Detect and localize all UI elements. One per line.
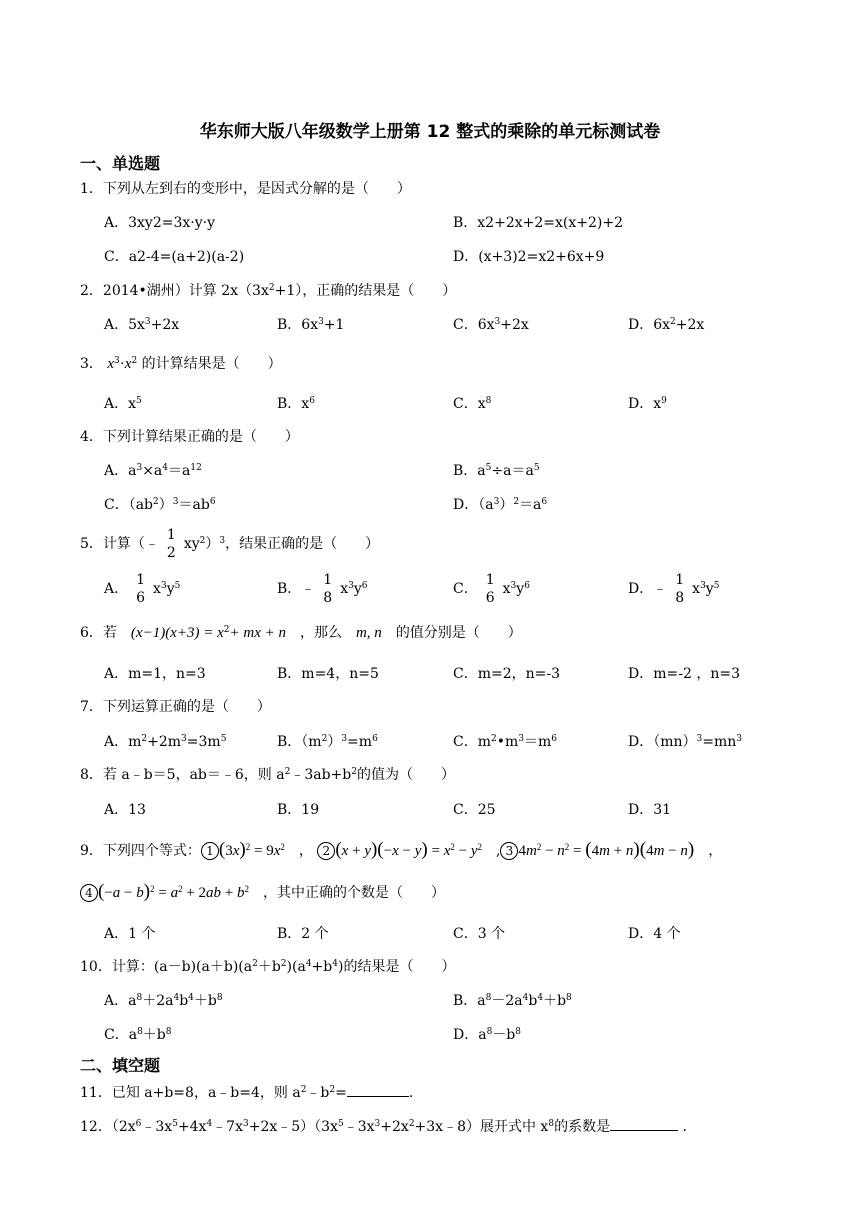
q6-option-c: C．m=2，n=-3	[453, 666, 561, 682]
answer-blank[interactable]	[610, 1117, 678, 1131]
q8-option-a: A．13	[104, 802, 146, 818]
q9-option-b: B．2 个	[277, 926, 329, 942]
question-12-stem: 12．$(2x^6﹣3x^5+4x^4﹣7x^3+2x﹣5)(3x^5﹣3x^3+2x^2+3x﹣8)$展开式中 $x^8$的系数是 ．	[80, 1119, 697, 1135]
answer-blank[interactable]	[347, 1083, 409, 1097]
fraction: 1 2	[166, 527, 176, 561]
q6-option-b: B．m=4，n=5	[277, 666, 379, 682]
q3-option-a: A．$x^5$	[104, 396, 142, 412]
q1-option-c: C．a2-4=(a+2)(a-2)	[104, 249, 245, 265]
question-6-stem: 6．若 $(x-1)(x+3) = x^2+$ mx + n ，那么 m, n 的值分别是（ ）	[80, 625, 522, 641]
question-8-stem: 8．若 a﹣b＝5，ab＝﹣6，则 $a^2﹣3ab+b^2$的值为（ ）	[80, 767, 455, 783]
question-7-stem: 7．下列运算正确的是（ ）	[80, 699, 271, 715]
q4-option-d: D．$(a^3)^2=a^6$	[453, 497, 548, 513]
q2-option-c: C．$6x^3+2x$	[453, 317, 529, 333]
q3-option-c: C．$x^8$	[453, 396, 492, 412]
question-3-stem: 3． $x^3\cdot x^2$ 的计算结果是（ ）	[80, 356, 282, 372]
fraction: 1 6	[485, 572, 495, 606]
q6-option-a: A．m=1，n=3	[104, 666, 206, 682]
question-9-stem-line2: 4 $(-a - b)^2 = a^2 + 2ab + b^2$ ，其中正确的个数是（ ）	[80, 880, 445, 905]
q10-option-c: C．$a^8+b^8$	[104, 1027, 172, 1043]
q10-option-d: D．$a^8-b^8$	[453, 1027, 522, 1043]
circled-number-2: 2	[317, 842, 335, 860]
q5-option-b: B．﹣ 1 8 $x^3y^6$	[277, 572, 368, 606]
q10-option-b: B．$a^8-2a^4b^4+b^8$	[453, 993, 572, 1009]
q2-option-b: B．$6x^3+1$	[277, 317, 345, 333]
q8-option-d: D．31	[628, 802, 672, 818]
q5-option-d: D．﹣ 1 8 $x^3y^5$	[628, 572, 720, 606]
circled-number-3: 3	[500, 842, 518, 860]
q8-option-c: C．25	[453, 802, 496, 818]
page-title: 华东师大版八年级数学上册第 12 整式的乘除的单元标测试卷	[199, 122, 661, 142]
question-1-stem: 1．下列从左到右的变形中，是因式分解的是（ ）	[80, 181, 411, 197]
q7-option-a: A．$m^2+2m^3=3m^5$	[104, 734, 227, 750]
question-4-stem: 4．下列计算结果正确的是（ ）	[80, 429, 299, 445]
q7-option-d: D．$(mn)^3=mn^3$	[628, 734, 743, 750]
q2-option-d: D．$6x^2+2x$	[628, 317, 705, 333]
q9-option-a: A．1 个	[104, 926, 156, 942]
q5-option-c: C． 1 6 $x^3y^6$	[453, 572, 530, 606]
q7-option-b: B．$(m^2)^3=m^6$	[277, 734, 378, 750]
question-9-stem: 9．下列四个等式： 1 $(3x)^2 = 9x^2$ ， 2 $(x + y)(-x - y) = x^2 - y^2$ , 3 $4m^2 - n^2 = (4m + n)(4m - n)$ ，	[80, 839, 723, 860]
q4-option-b: B．$a^5\div a=a^5$	[453, 463, 540, 479]
fraction: 1 8	[675, 572, 685, 606]
q6-option-d: D．m=-2 ，n=3	[628, 666, 740, 682]
q9-option-c: C．3 个	[453, 926, 506, 942]
q1-option-b: B．x2+2x+2=x(x+2)+2	[453, 215, 623, 231]
q9-option-d: D．4 个	[628, 926, 681, 942]
question-5-stem: 5．计算（﹣ 1 2 $xy^2)^3$，结果正确的是（ ）	[80, 527, 380, 561]
question-10-stem: 10．计算：$(a-b)(a+b)(a^2+b^2)(a^4+b^4)$的结果是（ ）	[80, 959, 456, 975]
fraction: 1 6	[136, 572, 146, 606]
q8-option-b: B．19	[277, 802, 320, 818]
q4-option-c: C．$(ab^2)^3=ab^6$	[104, 497, 216, 513]
q2-option-a: A．$5x^3+2x$	[104, 317, 180, 333]
q5-option-a: A． 1 6 $x^3y^5$	[104, 572, 181, 606]
q1-option-a: A．3xy2=3x·y·y	[104, 215, 215, 231]
circled-number-1: 1	[201, 842, 219, 860]
question-2-stem: 2．2014•湖州）计算 $2x(3x^2+1)$，正确的结果是（ ）	[80, 283, 457, 299]
q3-option-d: D．$x^9$	[628, 396, 667, 412]
question-11-stem: 11．已知 a+b=8，a﹣b=4，则 $a^2﹣b^2=$ .	[80, 1085, 414, 1101]
q1-option-d: D．(x+3)2=x2+6x+9	[453, 249, 605, 265]
q10-option-a: A．$a^8+2a^4b^4+b^8$	[104, 993, 223, 1009]
q7-option-c: C．$m^2•m^3=m^6$	[453, 734, 558, 750]
q3-option-b: B．$x^6$	[277, 396, 315, 412]
circled-number-4: 4	[80, 884, 98, 902]
fraction: 1 8	[323, 572, 333, 606]
section-heading-fill-in: 二、填空题	[80, 1056, 161, 1075]
section-heading-single-choice: 一、单选题	[80, 154, 161, 173]
q4-option-a: A．$a^3\times a^4=a^{12}$	[104, 463, 202, 479]
